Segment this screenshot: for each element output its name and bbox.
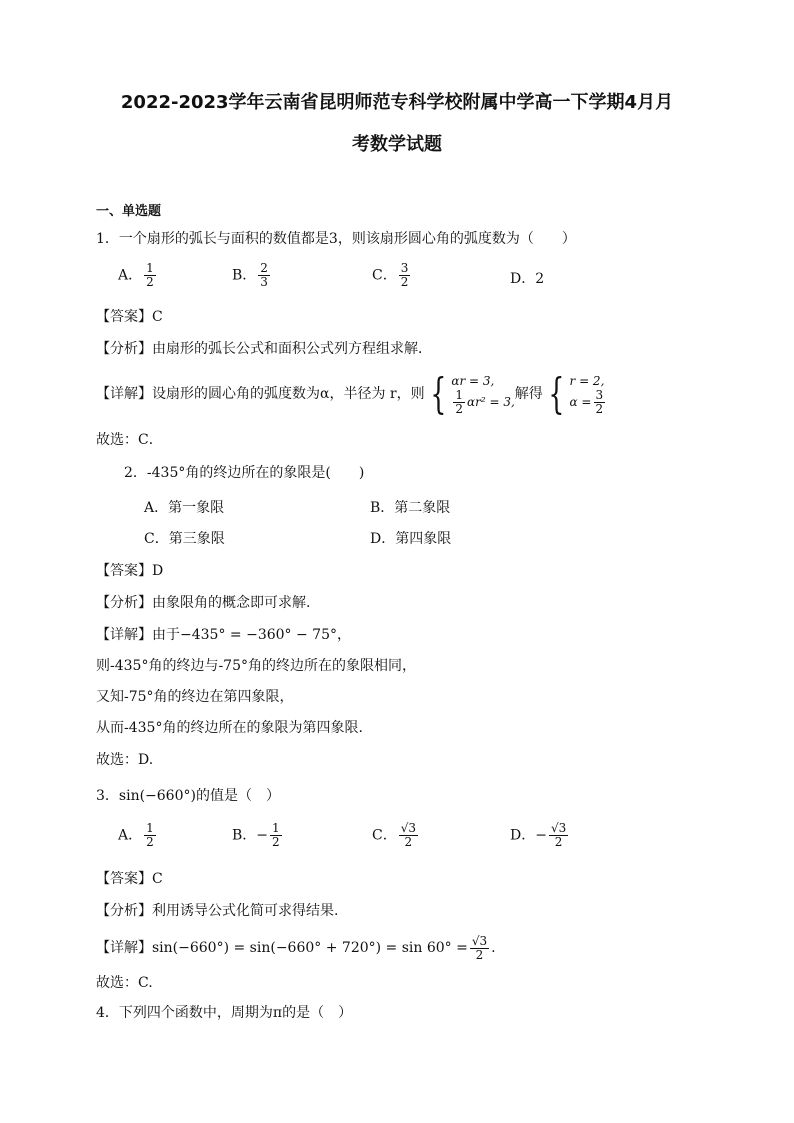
q2-option-c: C．第三象限: [144, 531, 225, 547]
section-heading: 一、单选题: [96, 204, 162, 219]
q1-option-b: [232, 262, 272, 289]
detail-tag: 【详解】: [96, 386, 152, 402]
q3-analysis: 【分析】利用诱导公式化简可求得结果.: [96, 903, 339, 919]
analysis-tag: 【分析】: [96, 903, 152, 919]
q3-stem: 3．sin(−660°)的值是（ ）: [96, 788, 280, 804]
q2-option-b: B．第二象限: [370, 500, 451, 516]
q2-option-a: A．第一象限: [144, 500, 225, 516]
q3-answer: 【答案】C: [96, 871, 163, 887]
q1-detail: 【详解】设扇形的圆心角的弧度数为α，半径为 r，则 { αr = 3, $\frac{1}{2}$ αr² = 3, 解得 { r = 2, α = $\frac{3}{2}$: [96, 366, 607, 422]
equation-system-2: r = 2, α = $\frac{3}{2}$: [569, 373, 605, 416]
q1-answer: 【答案】C: [96, 309, 163, 325]
fraction: $\frac{3}{2}$: [400, 261, 409, 289]
q1-option-a: [118, 262, 158, 289]
q2-stem: 2．-435°角的终边所在的象限是( ): [124, 465, 365, 481]
q2-detail-line4: 从而-435°角的终边所在的象限为第四象限.: [96, 720, 363, 736]
q1-analysis: 【分析】由扇形的弧长公式和面积公式列方程组求解．: [96, 341, 432, 357]
answer-tag: 【答案】: [96, 309, 152, 325]
detail-tag: 【详解】: [96, 940, 152, 956]
q1-stem: 1．一个扇形的弧长与面积的数值都是3，则该扇形圆心角的弧度数为（ ）: [96, 231, 576, 247]
option-label: C．: [372, 827, 397, 844]
detail-tag: 【详解】: [96, 627, 152, 643]
doc-title-line2: 考数学试题: [352, 134, 442, 155]
q4-stem: 4．下列四个函数中，周期为π的是（ ）: [96, 1005, 353, 1021]
left-brace: {: [548, 369, 565, 418]
fraction: $\frac{1}{2}$: [146, 821, 154, 849]
analysis-tag: 【分析】: [96, 595, 152, 611]
answer-tag: 【答案】: [96, 563, 152, 579]
q2-analysis: 【分析】由象限角的概念即可求解.: [96, 595, 311, 611]
fraction: $\frac{√3}{2}$: [400, 821, 416, 849]
option-label: B．−: [232, 827, 269, 844]
fraction: $\frac{1}{2}$: [146, 261, 154, 289]
option-label: B．: [232, 267, 257, 284]
option-label: A．: [118, 267, 143, 284]
fraction: $\frac{√3}{2}$: [550, 821, 567, 849]
option-label: D．: [510, 271, 536, 287]
fraction: $\frac{√3}{2}$: [471, 933, 488, 962]
analysis-tag: 【分析】: [96, 341, 152, 357]
option-label: C．: [372, 267, 397, 284]
q2-answer: 【答案】D: [96, 563, 164, 579]
left-brace: {: [429, 369, 446, 418]
q2-detail: 【详解】由于−435° = −360° − 75°，: [96, 627, 351, 643]
q3-conclusion: 故选：C.: [96, 975, 153, 991]
q1-conclusion: 故选：C．: [96, 432, 163, 448]
q2-option-d: D．第四象限: [370, 531, 452, 547]
option-label: A．: [118, 827, 143, 844]
q1-option-c: [372, 262, 412, 289]
q3-option-c: [372, 822, 420, 849]
equation-system-1: αr = 3, $\frac{1}{2}$ αr² = 3,: [451, 373, 515, 416]
q2-conclusion: 故选：D.: [96, 752, 154, 768]
q3-detail: 【详解】sin(−660°) = sin(−660° + 720°) = sin 60° = $\frac{√3}{2}$ .: [96, 933, 496, 962]
answer-tag: 【答案】: [96, 871, 152, 887]
q1-option-d: D．2: [510, 271, 545, 287]
q2-detail-line2: 则-435°角的终边与-75°角的终边所在的象限相同，: [96, 658, 416, 674]
q3-option-d: [510, 822, 570, 849]
option-label: D．−: [510, 827, 547, 844]
q3-option-b: [232, 822, 284, 849]
doc-title-line1: 2022-2023学年云南省昆明师范专科学校附属中学高一下学期4月月: [120, 92, 674, 113]
q2-detail-line3: 又知-75°角的终边在第四象限，: [96, 689, 294, 705]
fraction: $\frac{2}{3}$: [260, 261, 268, 289]
fraction: $\frac{1}{2}$: [272, 821, 280, 849]
q3-option-a: [118, 822, 158, 849]
